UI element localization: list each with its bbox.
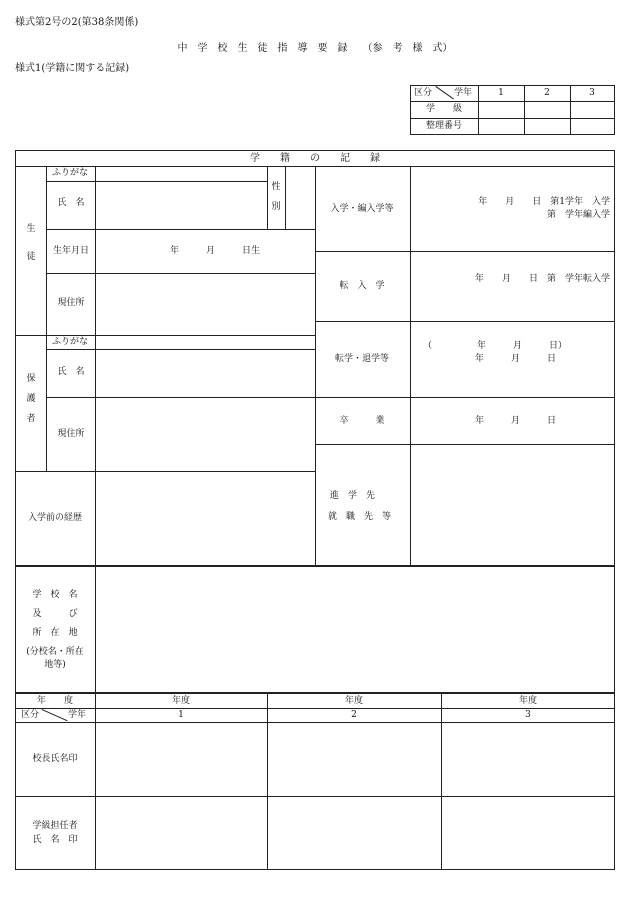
page-title: 中 学 校 生 徒 指 導 要 録 （参 考 様 式）	[177, 43, 453, 54]
graduation-label: 卒 業	[339, 416, 385, 426]
grade-table-gakunen: 学年	[454, 88, 473, 98]
year-grade-3: 3	[525, 710, 531, 720]
prior-history-label: 入学前の経歴	[27, 513, 83, 523]
principal-seal-label: 校長氏名印	[32, 754, 78, 764]
student-label: 生 徒	[26, 224, 36, 262]
guardian-name-label: 氏 名	[57, 367, 85, 377]
student-address-label: 現住所	[57, 298, 85, 308]
transfer-out-line2: 年 月 日	[475, 354, 557, 364]
transfer-in-label: 転 入 学	[339, 281, 385, 291]
sex-label: 性 別	[271, 182, 281, 212]
guardian-furigana-label: ふりがな	[51, 337, 89, 347]
year-table-gakunen: 学年	[68, 710, 87, 720]
student-name-label: 氏 名	[57, 198, 85, 208]
guardian-label: 保 護 者	[26, 374, 36, 424]
destination-school-label: 進 学 先	[330, 491, 376, 501]
homeroom-teacher-label: 学級担任者	[32, 821, 78, 831]
year-header: 年 度	[36, 696, 74, 706]
year-grade-2: 2	[351, 710, 357, 720]
record-number-label: 整理番号	[425, 121, 463, 131]
admission-line1: 年 月 日 第1学年 入学	[478, 197, 610, 207]
grade-table-kubun: 区分	[414, 88, 433, 98]
year-col-1-nendo: 年度	[171, 696, 191, 706]
form-reference: 様式第2号の2(第38条関係)	[15, 17, 139, 28]
year-col-3-nendo: 年度	[518, 696, 538, 706]
birthdate-label: 生年月日	[52, 246, 90, 256]
transfer-out-line1: （ 年 月 日）	[423, 341, 568, 351]
admission-label: 入学・編入学等	[330, 204, 394, 214]
transfer-out-label: 転学・退学等	[334, 354, 390, 364]
birthdate-value: 年 月 日生	[169, 246, 261, 256]
homeroom-teacher-seal-label: 氏 名 印	[32, 835, 78, 845]
class-row-label: 学 級	[425, 104, 463, 114]
year-col-2-nendo: 年度	[344, 696, 364, 706]
guardian-address-label: 現住所	[57, 429, 85, 439]
student-furigana-label: ふりがな	[51, 168, 89, 178]
grade-col-3: 3	[589, 88, 595, 98]
grade-col-1: 1	[498, 88, 504, 98]
graduation-value: 年 月 日	[475, 416, 557, 426]
page-subtitle: 様式1(学籍に関する記録)	[15, 63, 130, 74]
year-table-kubun: 区分	[21, 710, 40, 720]
transfer-in-value: 年 月 日 第 学年転入学	[474, 274, 610, 284]
section-title: 学 籍 の 記 録	[250, 153, 380, 164]
destination-work-label: 就 職 先 等	[328, 512, 392, 522]
grade-col-2: 2	[544, 88, 550, 98]
year-grade-1: 1	[178, 710, 184, 720]
admission-line2: 第 学年編入学	[546, 210, 610, 220]
